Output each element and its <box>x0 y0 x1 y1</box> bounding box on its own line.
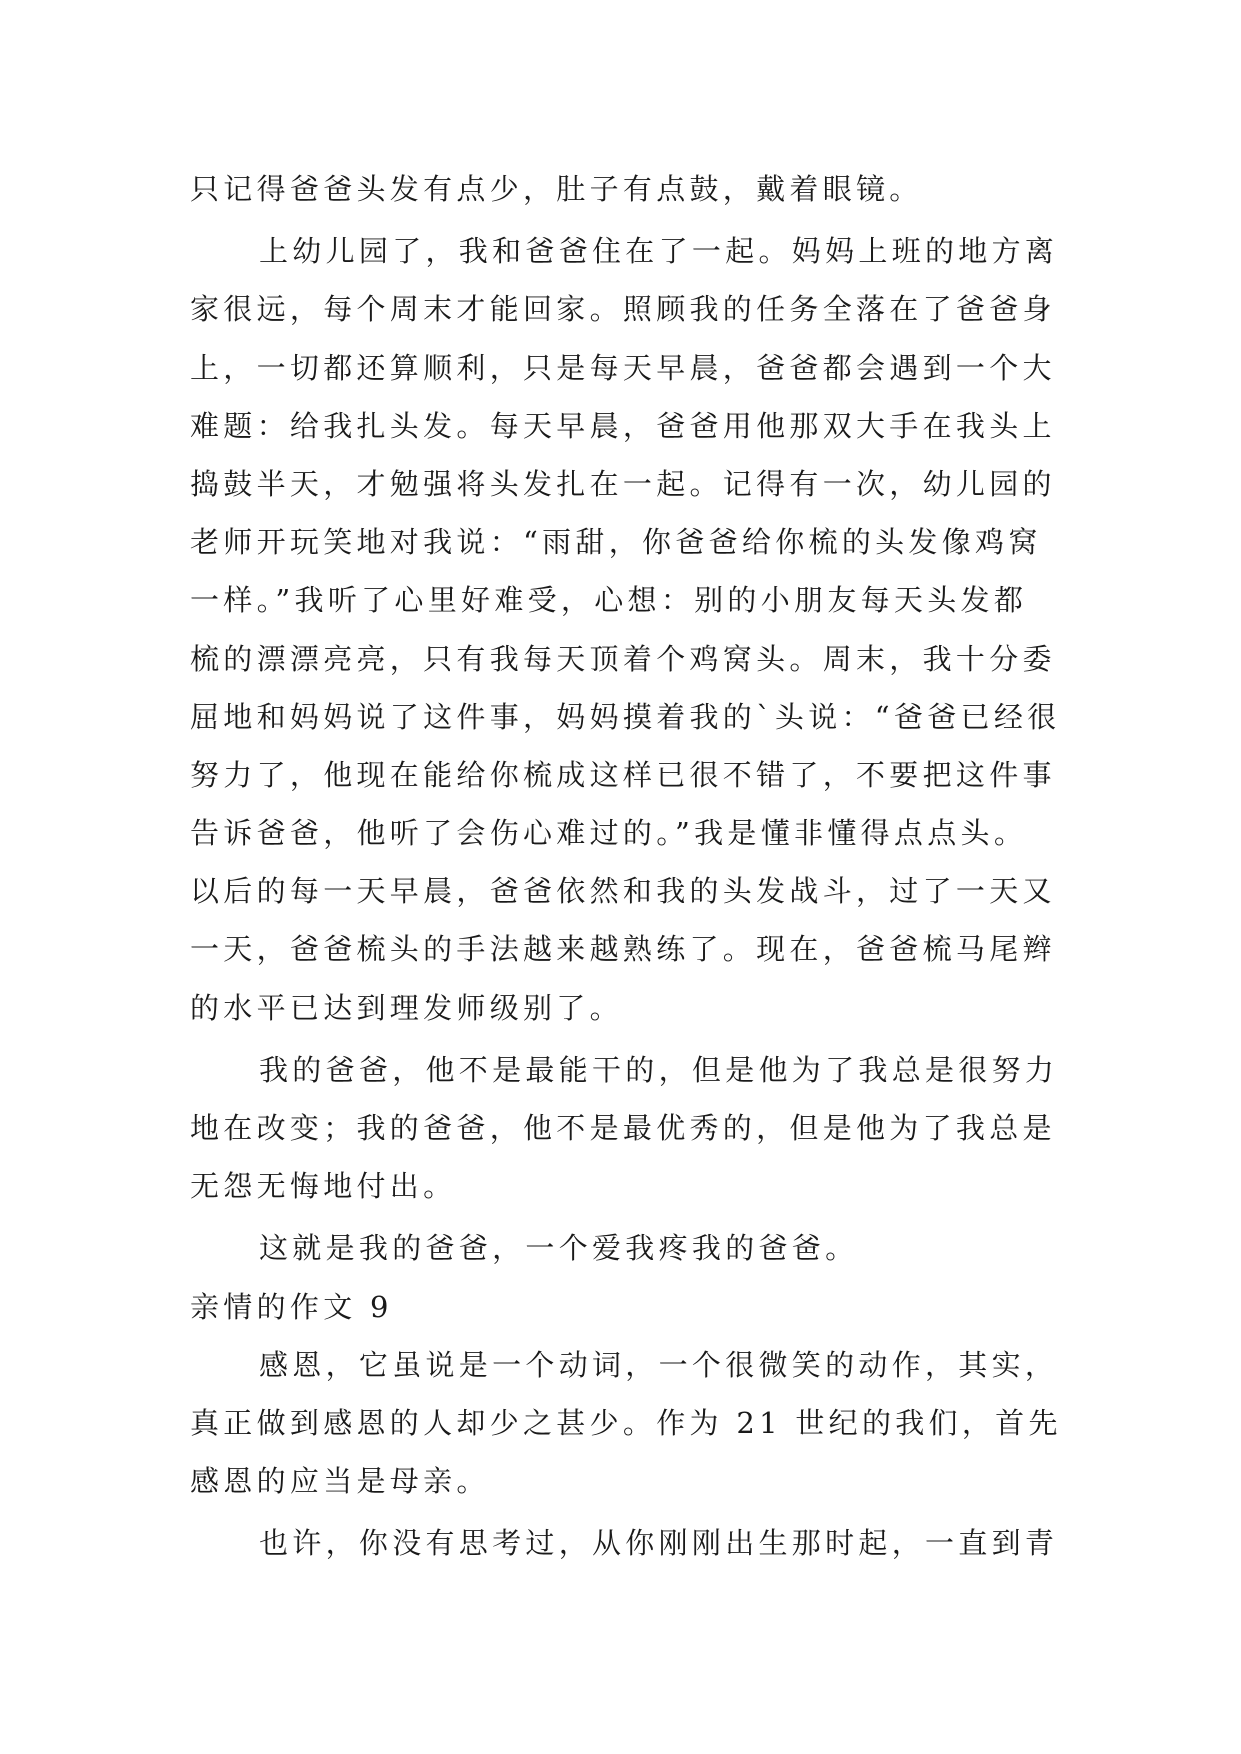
paragraph-start-line: 也许，你没有思考过，从你刚刚出生那时起，一直到青 <box>259 1526 1059 1561</box>
text-line: 以后的每一天早晨，爸爸依然和我的头发战斗，过了一天又 <box>190 874 1056 909</box>
document-page <box>190 160 1062 1573</box>
text-line: 努力了，他现在能给你梳成这样已很不错了，不要把这件事 <box>190 757 1056 792</box>
text-line: 告诉爸爸，他听了会伤心难过的。”我是懂非懂得点点头。 <box>190 816 1028 851</box>
text-line: 难题：给我扎头发。每天早晨，爸爸用他那双大手在我头上 <box>190 408 1056 443</box>
text-line: 上，一切都还算顺利，只是每天早晨，爸爸都会遇到一个大 <box>190 350 1056 385</box>
text-line: 一样。”我听了心里好难受，心想：别的小朋友每天头发都 <box>190 583 1028 618</box>
paragraph-start-line: 我的爸爸，他不是最能干的，但是他为了我总是很努力 <box>259 1052 1059 1087</box>
paragraph-start-line: 这就是我的爸爸，一个爱我疼我的爸爸。 <box>259 1231 859 1266</box>
text-line: 感恩的应当是母亲。 <box>190 1464 490 1499</box>
text-line: 捣鼓半天，才勉强将头发扎在一起。记得有一次，幼儿园的 <box>190 466 1056 501</box>
text-line: 梳的漂漂亮亮，只有我每天顶着个鸡窝头。周末，我十分委 <box>190 641 1056 676</box>
text-line: 真正做到感恩的人却少之甚少。作为 21 世纪的我们，首先 <box>190 1405 1062 1440</box>
text-line: 家很远，每个周末才能回家。照顾我的任务全落在了爸爸身 <box>190 292 1056 327</box>
paragraph-start-line: 感恩，它虽说是一个动词，一个很微笑的动作，其实， <box>259 1347 1059 1382</box>
text-line: 的水平已达到理发师级别了。 <box>190 990 623 1025</box>
paragraph-start-line: 上幼儿园了，我和爸爸住在了一起。妈妈上班的地方离 <box>259 234 1059 269</box>
text-line: 屈地和妈妈说了这件事，妈妈摸着我的`头说：“爸爸已经很 <box>190 699 1061 734</box>
text-line: 一天，爸爸梳头的手法越来越熟练了。现在，爸爸梳马尾辫 <box>190 932 1056 967</box>
text-line: 老师开玩笑地对我说：“雨甜，你爸爸给你梳的头发像鸡窝 <box>190 525 1042 560</box>
section-heading: 亲情的作文 9 <box>190 1289 393 1324</box>
text-line: 地在改变；我的爸爸，他不是最优秀的，但是他为了我总是 <box>190 1111 1056 1145</box>
text-line: 只记得爸爸头发有点少，肚子有点鼓，戴着眼镜。 <box>190 172 923 206</box>
text-line: 无怨无悔地付出。 <box>190 1169 457 1204</box>
